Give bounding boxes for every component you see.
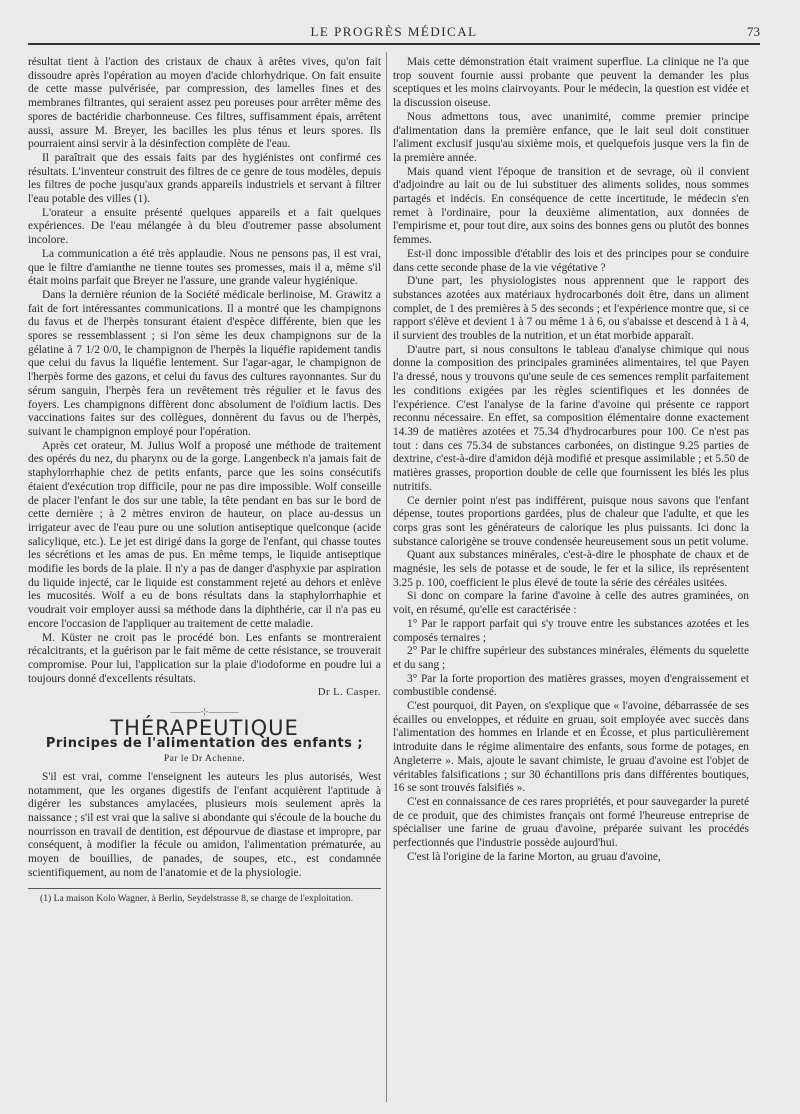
list-item: 3° Par la forte proportion des matières grasses, moyen d'engraissement et combustible condensé.: [393, 672, 749, 699]
page-number: 73: [747, 24, 760, 39]
left-column: [28, 56, 381, 905]
paragraph: Il paraîtrait que des essais faits par des hygiénistes ont confirmé ces résultats. L'inventeur construit des filtres de ce genre de tous modèles, depuis les filtres de poche jusqu'aux grands appareils industriels et servant à filtrer l'eau potable des villes (1).: [28, 151, 381, 206]
paragraph: Mais cette démonstration était vraiment superflue. La clinique ne l'a que trop souvent fournie aussi probante que peuvent la demander les plus sceptiques et les moins clairvoyants. Pour le médecin, la question est vidée et la discussion oiseuse.: [393, 56, 749, 110]
paragraph: D'autre part, si nous consultons le tableau d'analyse chimique qui nous donne la composition des principales graminées alimentaires, tel que Payen l'a dressé, nous y trouvons qu'une seule de ces semences remplit parfaitement les conditions exigées par les règles scientifiques et les données de l'expérience. C'est l'analyse de la farine d'avoine qui présente ce rapport reconnu nécessaire. En effet, sa composition élémentaire donne exactement 14.39 de matières azotées et 75.34 d'hydrocarbures pour 100. Ce n'est pas tout : dans ces 75.34 de substances carbonées, on distingue 9.25 parties de dextrine, c'est-à-dire d'amidon déjà modifié et presque assimilable ; et 5.50 de matières grasses, proportion double de celle que fournissent les blés les plus nutritifs.: [393, 343, 749, 493]
running-title: LE PROGRÈS MÉDICAL: [310, 24, 478, 39]
section-ornament: ———⊹———: [170, 707, 239, 719]
paragraph: Ce dernier point n'est pas indifférent, puisque nous savons que l'enfant dépense, toutes proportions gardées, plus de chaleur que l'adulte, et que les corps gras sont les générateurs de calorique les plus puissants. Ici donc la substance calorigène se trouve condensée heureusement sous un petit volume.: [393, 494, 749, 548]
paragraph: C'est là l'origine de la farine Morton, au gruau d'avoine,: [407, 850, 661, 863]
column-divider: [386, 52, 387, 1102]
paragraph: L'orateur a ensuite présenté quelques appareils et a fait quelques expériences. De l'eau mélangée à du bleu d'outremer passe absolument incolore.: [28, 206, 381, 247]
article-byline: Par le Dr Achenne.: [163, 754, 246, 765]
paragraph: résultat tient à l'action des cristaux de chaux à arêtes vives, qu'on fait dissoudre après l'opération au moyen d'acide chlorhydrique. On fait ensuite de cette masse pulvérisée, par compression, des lamelles fines et des membranes filtrantes, qui seraient assez peu poreuses pour arrêter même des spores de bactéridie charbonneuse. Ces filtres, suffisamment épais, arrêtent aussi, assure M. Breyer, les bacilles les plus ténus et leurs spores. Ils pourraient ainsi servir à la désinfection complète de l'eau.: [28, 56, 381, 151]
paragraph: Mais quand vient l'époque de transition et de sevrage, où il convient d'adjoindre au lait ou de lui substituer des aliments solides, nous sommes partagés et indécis. En conséquence de cette incertitude, le médecin s'en remet à l'ordinaire, pour la deuxième alimentation, aux données de l'empirisme et, pour tout dire, aux soins des bonnes gens ou plutôt des bonnes femmes.: [393, 165, 749, 247]
paragraph: C'est pourquoi, dit Payen, on s'explique que « l'avoine, débarrassée de ses écailles ou enveloppes, et réduite en gruau, soit employée avec succès dans l'alimentation des hommes en Irlande et en Écosse, et plus particulièrement introduite dans le régime alimentaire des enfants, sous forme de potages, en Angleterre ». Mais, ajoute le savant chimiste, le gruau d'avoine est l'objet de véritables falsifications ; sur 30 échantillons pris dans différentes boutiques, 16 se sont trouvés falsifiés ».: [393, 700, 749, 795]
list-item: 1° Par le rapport parfait qui s'y trouve entre les substances azotées et les composés ternaires ;: [393, 617, 749, 644]
header-rule: [28, 43, 760, 45]
article-title: Principes de l'alimentation des enfants ;: [45, 736, 364, 752]
section-title: THÉRAPEUTIQUE: [110, 715, 299, 740]
paragraph: D'une part, les physiologistes nous apprennent que le rapport des substances azotées aux matériaux hydrocarbonés doit être, dans un aliment complet, de 1 des premières à 5 des seconds ; et l'expérience montre que, si ce rapport s'élève et devient 1 à 7 ou même 1 à 6, ou s'abaisse et descend à 1 à 4, il survient des troubles de la nutrition, et un état morbide apparaît.: [393, 275, 749, 343]
page-header: [28, 24, 760, 44]
paragraph: Est-il donc impossible d'établir des lois et des principes pour se conduire dans cette seconde phase de la vie végétative ?: [393, 247, 749, 274]
right-column: [393, 56, 749, 864]
paragraph: Quant aux substances minérales, c'est-à-dire le phosphate de chaux et de magnésie, les sels de potasse et de soude, le fer et la silice, ils représentent 3.25 p. 100, coefficient le plus élevé de toute la série des céréales usitées.: [393, 549, 749, 589]
list-item: 2° Par le chiffre supérieur des substances minérales, éléments du squelette et du sang ;: [393, 645, 749, 671]
paragraph: C'est en connaissance de ces rares propriétés, et pour sauvegarder la pureté de ce produit, que des chimistes français ont formé l'heureuse entreprise de spécialiser une farine de gruau d'avoine, préparée suivant les procédés perfectionnés que l'industrie possède aujourd'hui.: [393, 795, 749, 850]
paragraph: Nous admettons tous, avec unanimité, comme premier principe d'alimentation dans la première enfance, que le lait seul doit constituer l'aliment exclusif jusqu'au sixième mois, et quelquefois jusque vers la fin de la première année.: [393, 110, 749, 164]
paragraph: S'il est vrai, comme l'enseignent les auteurs les plus autorisés, West notamment, que les organes digestifs de l'enfant acquièrent l'aptitude à digérer les substances amylacées, plusieurs mois seulement après la naissance ; s'il est vrai que la salive si abondante qui s'écoule de la bouche du nourrisson en travail de dentition, est dépourvue de diastase et impropre, par conséquent, à modifier la fécule ou amidon, l'alimentation prématurée, au moyen de bouillies, de panades, de soupes, etc., est condamnée scientifiquement, au nom de l'anatomie et de la physiologie.: [28, 770, 381, 879]
paragraph: M. Küster ne croit pas le procédé bon. Les enfants se montreraient récalcitrants, et la guérison par le fait même de cette résistance, se trouverait compromise. Pour lui, l'application sur la plaie d'iodoforme en poudre lui a toujours donné d'excellents résultats.: [28, 631, 381, 685]
paragraph: Dans la dernière réunion de la Société médicale berlinoise, M. Grawitz a fait de fort intéressantes communications. Il a montré que les champignons du favus et de l'herpès tonsurant étaient d'espèce différente, bien que les spores se ressemblassent ; si l'on sème les deux champignons sur de la gélatine à 7 1/2 0/0, le champignon de l'herpès la liquéfie rapidement tandis que celui du favus la liquéfie lentement. Sur l'agar-agar, le champignon de l'herpès forme des gazons, et celui du favus des cultures rayonnantes. Sur du sérum sanguin, l'herpès fera un revêtement très régulier et le favus des foyers. Les champignons diffèrent donc absolument de l'oïdium lactis. Des vaccinations faites sur des collègues, donnèrent du favus ou de l'herpès, suivant le champignon employé pour l'opération.: [28, 288, 381, 438]
footnote-rule: [28, 888, 381, 889]
author-signature: Dr L. Casper.: [317, 687, 381, 699]
paragraph: Si donc on compare la farine d'avoine à celle des autres graminées, on voit, en résumé, qu'elle est caractérisée :: [393, 590, 749, 617]
footnote: (1) La maison Kolo Wagner, à Berlin, Seydelstrasse 8, se charge de l'exploitation.: [40, 893, 353, 905]
paragraph: La communication a été très applaudie. Nous ne pensons pas, il est vrai, que le filtre d'amianthe ne tienne toutes ses promesses, mais il a, même s'il était moins parfait que Breyer ne l'assure, une grande valeur hygiénique.: [28, 247, 381, 288]
paragraph: Après cet orateur, M. Julius Wolf a proposé une méthode de traitement des opérés du nez, du pharynx ou de la gorge. Langenbeck n'a jamais fait de staphylorrhaphie chez de petits enfants, parce que les soins consécutifs étaient d'exécution trop difficile, pour ne pas dire impossible. Wolf conseille de placer l'enfant le dos sur une table, la tête pendant en bas sur le bord de cette dernière ; à 2 mètres environ de hauteur, on place au-dessus un irrigateur avec de l'eau pure ou une solution antiseptique quelconque (acide salicylique, etc.). Le jet est dirigé dans la gorge de l'enfant, qui chasse toutes les sécrétions et les amas de pus. En même temps, le liquide antiseptique modifie les bords de la plaie. Il n'y a pas de danger d'asphyxie par aspiration du liquide injecté, car le liquide est constamment rejeté au dehors et enlève les mucosités. Wolf a eu de bons résultats dans la staphylorrhaphie et voudrait voir employer aussi sa méthode dans la diphthérie, car il n'a pas eu encore l'occasion de l'appliquer au traitement de cette maladie.: [28, 439, 381, 630]
